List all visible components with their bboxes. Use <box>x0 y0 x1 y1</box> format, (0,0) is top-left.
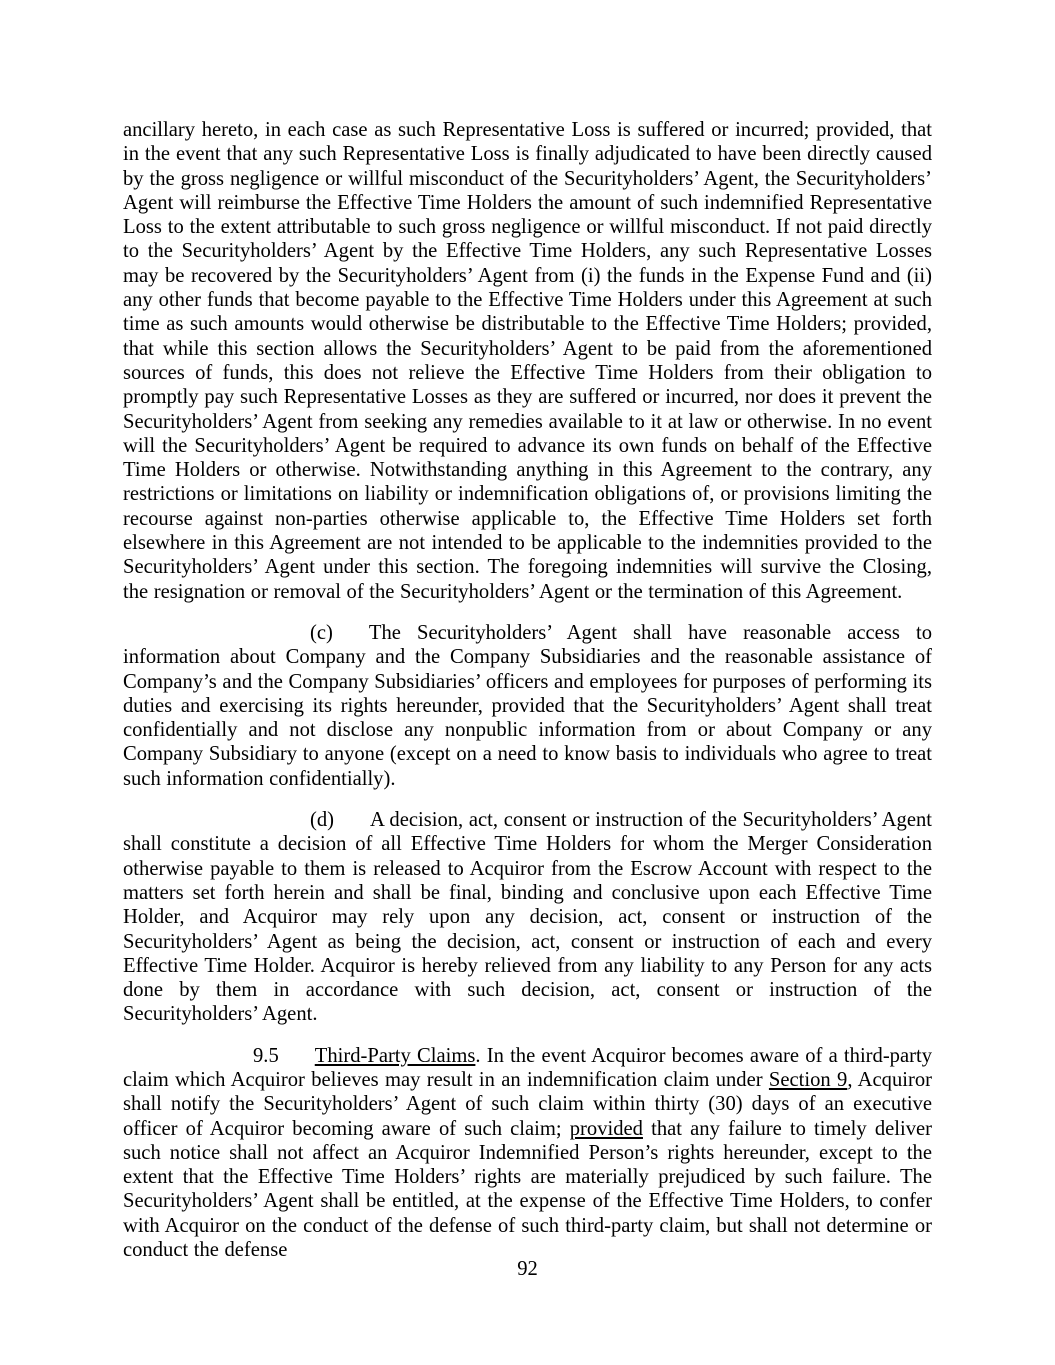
text-run: The Securityholders’ Agent shall have reasonable access to information about Company and the Company Subsidiaries and the reasonable assistance of Company’s and the Company Subsidiaries’ officers and employees for purposes of performing its duties and exercising its rights hereunder, provided that the Securityholders’ Agent shall treat confidentially and not disclose any nonpublic information from or about Company or any Company Subsidiary to anyone (except on a need to know basis to individuals who agree to treat such information confidentially). <box>123 621 932 790</box>
text-run: (d) <box>310 809 335 832</box>
paragraph-continuation <box>123 118 932 604</box>
paragraph-d <box>123 808 932 1027</box>
page-number: 92 <box>517 1258 538 1280</box>
underlined-text: Third-Party Claims <box>314 1044 476 1067</box>
text-run: A decision, act, consent or instruction of the Securityholders’ Agent shall constitute a decision of all Effective Time Holders for whom the Merger Consideration otherwise payable to them is released to Acquiror from the Escrow Account with respect to the matters set forth herein and shall be final, binding and conclusive upon each Effective Time Holder, and Acquiror may rely upon any decision, act, consent or instruction of the Securityholders’ Agent as being the decision, act, consent or instruction of each and every Effective Time Holder. Acquiror is hereby relieved from any liability to any Person for any acts done by them in accordance with such decision, act, consent or instruction of the Securityholders’ Agent. <box>123 809 932 1026</box>
paragraph-9-5 <box>123 1044 932 1263</box>
text-run: that any failure to timely deliver such notice shall not affect an Acquiror Indemnified Person’s rights hereunder, except to the extent that the Effective Time Holders’ rights are materially prejudiced by such failure. The Securityholders’ Agent shall be entitled, at the expense of the Effective Time Holders, to confer with Acquiror on the conduct of the defense of such third-party claim, but shall not determine or conduct the defense <box>123 1117 933 1262</box>
page-footer <box>0 1257 1055 1281</box>
text-run: (c) <box>310 621 333 644</box>
document-body <box>123 118 932 1279</box>
text-run: . In the event Acquiror becomes aware of a third-party claim which Acquiror believes may result in an indemnification claim under <box>123 1044 932 1091</box>
underlined-text: provided <box>569 1117 643 1140</box>
underlined-text: Section 9 <box>768 1068 848 1091</box>
paragraph-c <box>123 621 932 791</box>
text-run: 9.5 <box>253 1044 279 1067</box>
text-run: ancillary hereto, in each case as such Representative Loss is suffered or incurred; provided, that in the event that any such Representative Loss is finally adjudicated to have been directly caused by the gross negligence or willful misconduct of the Securityholders’ Agent, the Securityholders’ Agent will reimburse the Effective Time Holders the amount of such indemnified Representative Loss to the extent attributable to such gross negligence or willful misconduct. If not paid directly to the Securityholders’ Agent by the Effective Time Holders, any such Representative Losses may be recovered by the Securityholders’ Agent from (i) the funds in the Expense Fund and (ii) any other funds that become payable to the Effective Time Holders under this Agreement at such time as such amounts would otherwise be distributable to the Effective Time Holders; provided, that while this section allows the Securityholders’ Agent to be paid from the aforementioned sources of funds, this does not relieve the Effective Time Holders from their obligation to promptly pay such Representative Losses as they are suffered or incurred, nor does it prevent the Securityholders’ Agent from seeking any remedies available to it at law or otherwise. In no event will the Securityholders’ Agent be required to advance its own funds on behalf of the Effective Time Holders or otherwise. Notwithstanding anything in this Agreement to the contrary, any restrictions or limitations on liability or indemnification obligations of, or provisions limiting the recourse against non-parties otherwise applicable to, the Effective Time Holders set forth elsewhere in this Agreement are not intended to be applicable to the indemnities provided to the Securityholders’ Agent under this section. The foregoing indemnities will survive the Closing, the resignation or removal of the Securityholders’ Agent or the termination of this Agreement. <box>123 119 932 603</box>
text-run: , Acquiror shall notify the Securityholders’ Agent of such claim within thirty (30) days of an executive officer of Acquiror becoming aware of such claim; <box>123 1068 932 1140</box>
